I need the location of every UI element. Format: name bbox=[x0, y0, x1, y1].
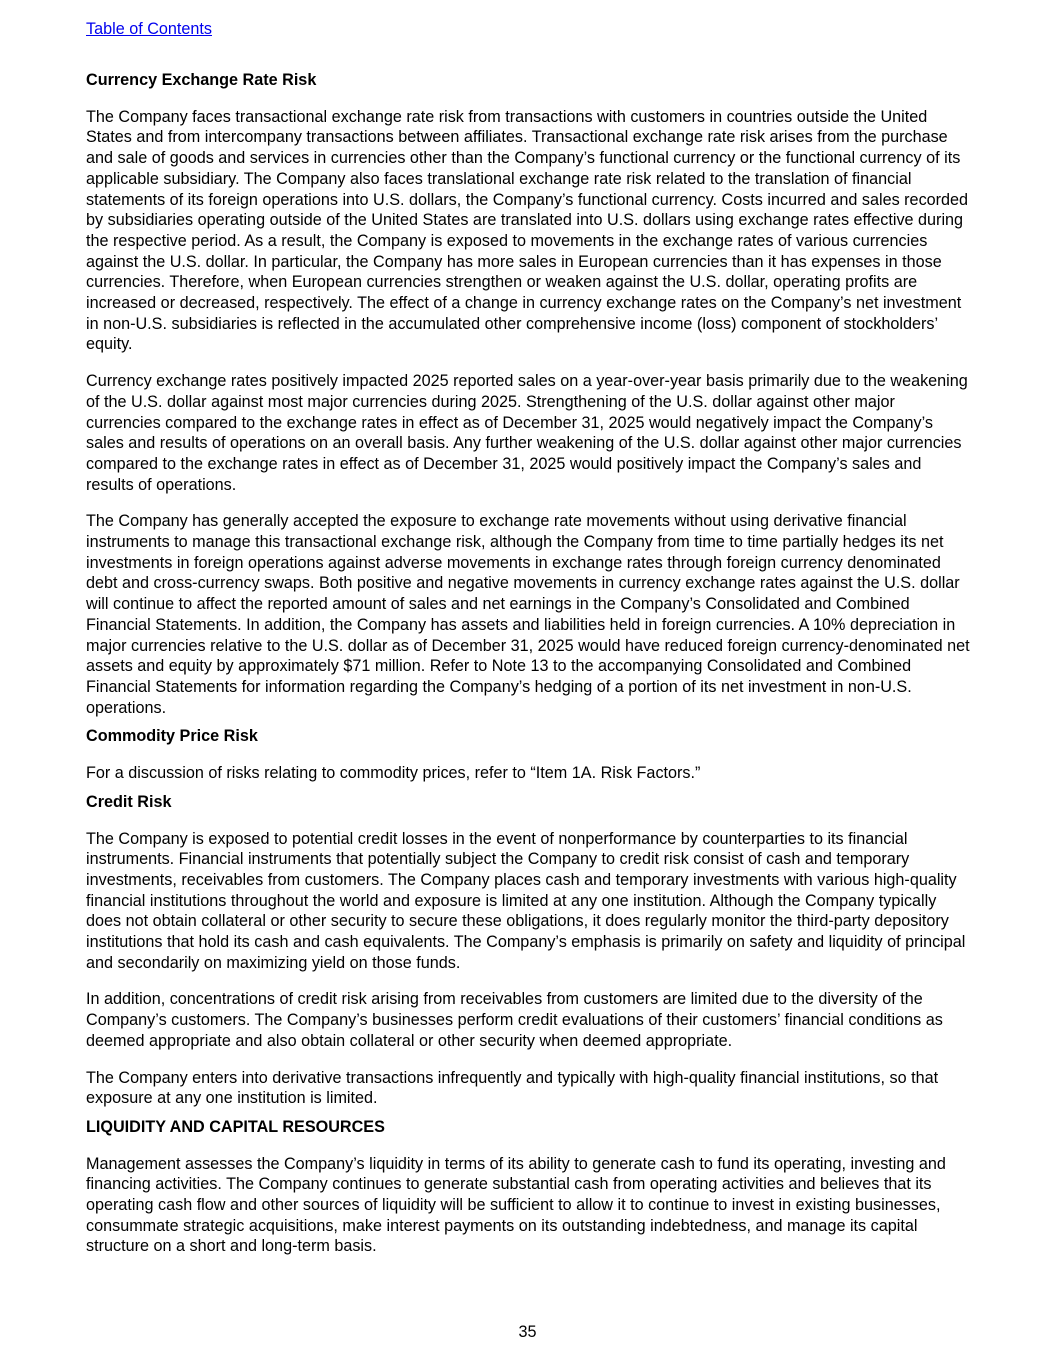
currency-risk-paragraph-3: The Company has generally accepted the exposure to exchange rate movements without using derivative financial instruments to manage this transactional exchange risk, although the Company from time to time partially hedges its net investments in foreign operations against adverse movements in exchange rates through foreign currency denominated debt and cross-currency swaps. Both positive and negative movements in currency exchange rates against the U.S. dollar will continue to affect the reported amount of sales and net earnings in the Company’s Consolidated and Combined Financial Statements. In addition, the Company has assets and liabilities held in foreign currencies. A 10% depreciation in major currencies relative to the U.S. dollar as of December 31, 2025 would have reduced foreign currency-denominated net assets and equity by approximately $71 million. Refer to Note 13 to the accompanying Consolidated and Combined Financial Statements for information regarding the Company’s hedging of a portion of its net investment in non-U.S. operations. bbox=[86, 512, 970, 717]
page-number: 35 bbox=[518, 1323, 537, 1341]
credit-risk-paragraph-3: The Company enters into derivative transactions infrequently and typically with high-quality financial institutions, so that exposure at any one institution is limited. bbox=[86, 1068, 939, 1108]
liquidity-paragraph-1: Management assesses the Company’s liquidity in terms of its ability to generate cash to fund its operating, investing and financing activities. The Company continues to generate substantial cash from operating activities and believes that its operating cash flow and other sources of liquidity will be sufficient to allow it to continue to invest in existing businesses, consummate strategic acquisitions, make interest payments on its outstanding indebtedness, and manage its capital structure on a short and long-term basis. bbox=[86, 1154, 946, 1256]
credit-risk-paragraph-2: In addition, concentrations of credit risk arising from receivables from customers are limited due to the diversity of the Company’s customers. The Company’s businesses perform credit evaluations of their customers’ financial conditions as deemed appropriate and also obtain collateral or other security when deemed appropriate. bbox=[86, 990, 943, 1050]
commodity-risk-heading: Commodity Price Risk bbox=[86, 727, 258, 746]
table-of-contents-link[interactable]: Table of Contents bbox=[86, 20, 212, 38]
credit-risk-heading: Credit Risk bbox=[86, 792, 172, 811]
liquidity-heading: LIQUIDITY AND CAPITAL RESOURCES bbox=[86, 1117, 385, 1136]
commodity-risk-paragraph-1: For a discussion of risks relating to commodity prices, refer to “Item 1A. Risk Factors.” bbox=[86, 764, 701, 783]
document-page bbox=[86, 18, 972, 1273]
currency-risk-paragraph-1: The Company faces transactional exchange rate risk from transactions with customers in countries outside the United States and from intercompany transactions between affiliates. Transactional exchange rate risk arises from the purchase and sale of goods and services in currencies other than the Company’s functional currency or the functional currency of its applicable subsidiary. The Company also faces translational exchange rate risk related to the translation of financial statements of its foreign operations into U.S. dollars, the Company’s functional currency. Costs incurred and sales recorded by subsidiaries operating outside of the United States are translated into U.S. dollars using exchange rates effective during the respective period. As a result, the Company is exposed to movements in the exchange rates of various currencies against the U.S. dollar. In particular, the Company has more sales in European currencies than it has expenses in those currencies. Therefore, when European currencies strengthen or weaken against the U.S. dollar, operating profits are increased or decreased, respectively. The effect of a change in currency exchange rates on the Company’s net investment in non-U.S. subsidiaries is reflected in the accumulated other comprehensive income (loss) component of stockholders’ equity. bbox=[86, 107, 969, 354]
credit-risk-paragraph-1: The Company is exposed to potential credit losses in the event of nonperformance by counterparties to its financial instruments. Financial instruments that potentially subject the Company to credit risk consist of cash and temporary investments, receivables from customers. The Company places cash and temporary investments with various high-quality financial institutions throughout the world and exposure is limited at any one institution. Although the Company typically does not obtain collateral or other security to secure these obligations, it does regularly monitor the third-party depository institutions that hold its cash and cash equivalents. The Company’s emphasis is primarily on safety and liquidity of principal and secondarily on maximizing yield on those funds. bbox=[86, 829, 966, 972]
currency-risk-paragraph-2: Currency exchange rates positively impacted 2025 reported sales on a year-over-year basis primarily due to the weakening of the U.S. dollar against most major currencies during 2025. Strengthening of the U.S. dollar against other major currencies compared to the exchange rates in effect as of December 31, 2025 would negatively impact the Company’s sales and results of operations on an overall basis. Any further weakening of the U.S. dollar against other major currencies compared to the exchange rates in effect as of December 31, 2025 would positively impact the Company’s sales and results of operations. bbox=[86, 372, 968, 494]
currency-risk-heading: Currency Exchange Rate Risk bbox=[86, 71, 317, 89]
